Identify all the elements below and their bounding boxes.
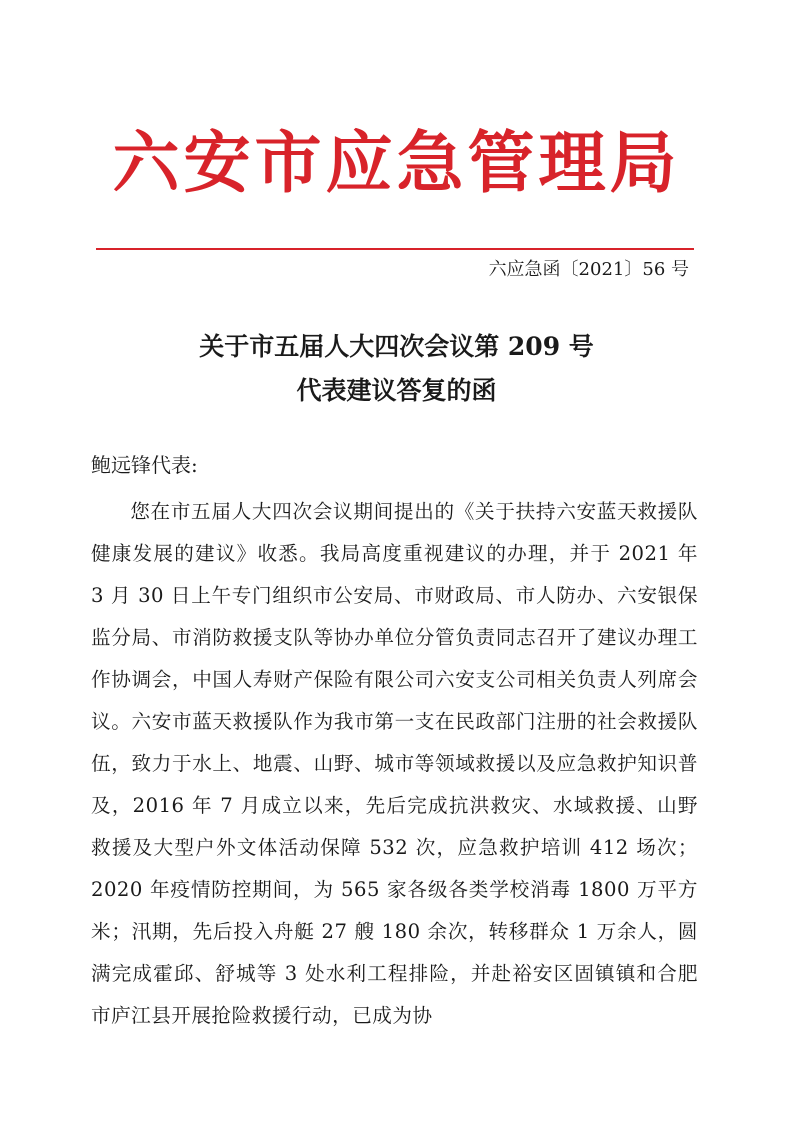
body-paragraph: 您在市五届人大四次会议期间提出的《关于扶持六安蓝天救援队健康发展的建议》收悉。我局高度重视建议的办理，并于 2021 年 3 月 30 日上午专门组织市公安局、市财政局、市人防办、六安银保监分局、市消防救援支队等协办单位分管负责同志召开了建议办理工作协调会，中国人寿财产保险有限公司六安支公司相关负责人列席会议。六安市蓝天救援队作为我市第一支在民政部门注册的社会救援队伍，致力于水上、地震、山野、城市等领域救援以及应急救护知识普及，2016 年 7 月成立以来，先后完成抗洪救灾、水域救援、山野救援及大型户外文体活动保障 532 次，应急救护培训 412 场次；2020 年疫情防控期间，为 565 家各级各类学校消毒 1800 万平方米；汛期，先后投入舟艇 27 艘 180 余次，转移群众 1 万余人，圆满完成霍邱、舒城等 3 处水利工程排险，并赴裕安区固镇镇和合肥市庐江县开展抢险救援行动，已成为协	[91, 500, 698, 1027]
letterhead-red-rule	[96, 248, 694, 250]
salutation: 鲍远锋代表:	[91, 453, 198, 477]
document-number: 六应急函〔2021〕56 号	[488, 259, 689, 280]
letterhead-organization: 六安市应急管理局	[112, 123, 681, 202]
document-title	[0, 325, 793, 413]
document-title-line-2: 代表建议答复的函	[296, 376, 497, 405]
document-title-line-1: 关于市五届人大四次会议第 209 号	[199, 332, 594, 361]
